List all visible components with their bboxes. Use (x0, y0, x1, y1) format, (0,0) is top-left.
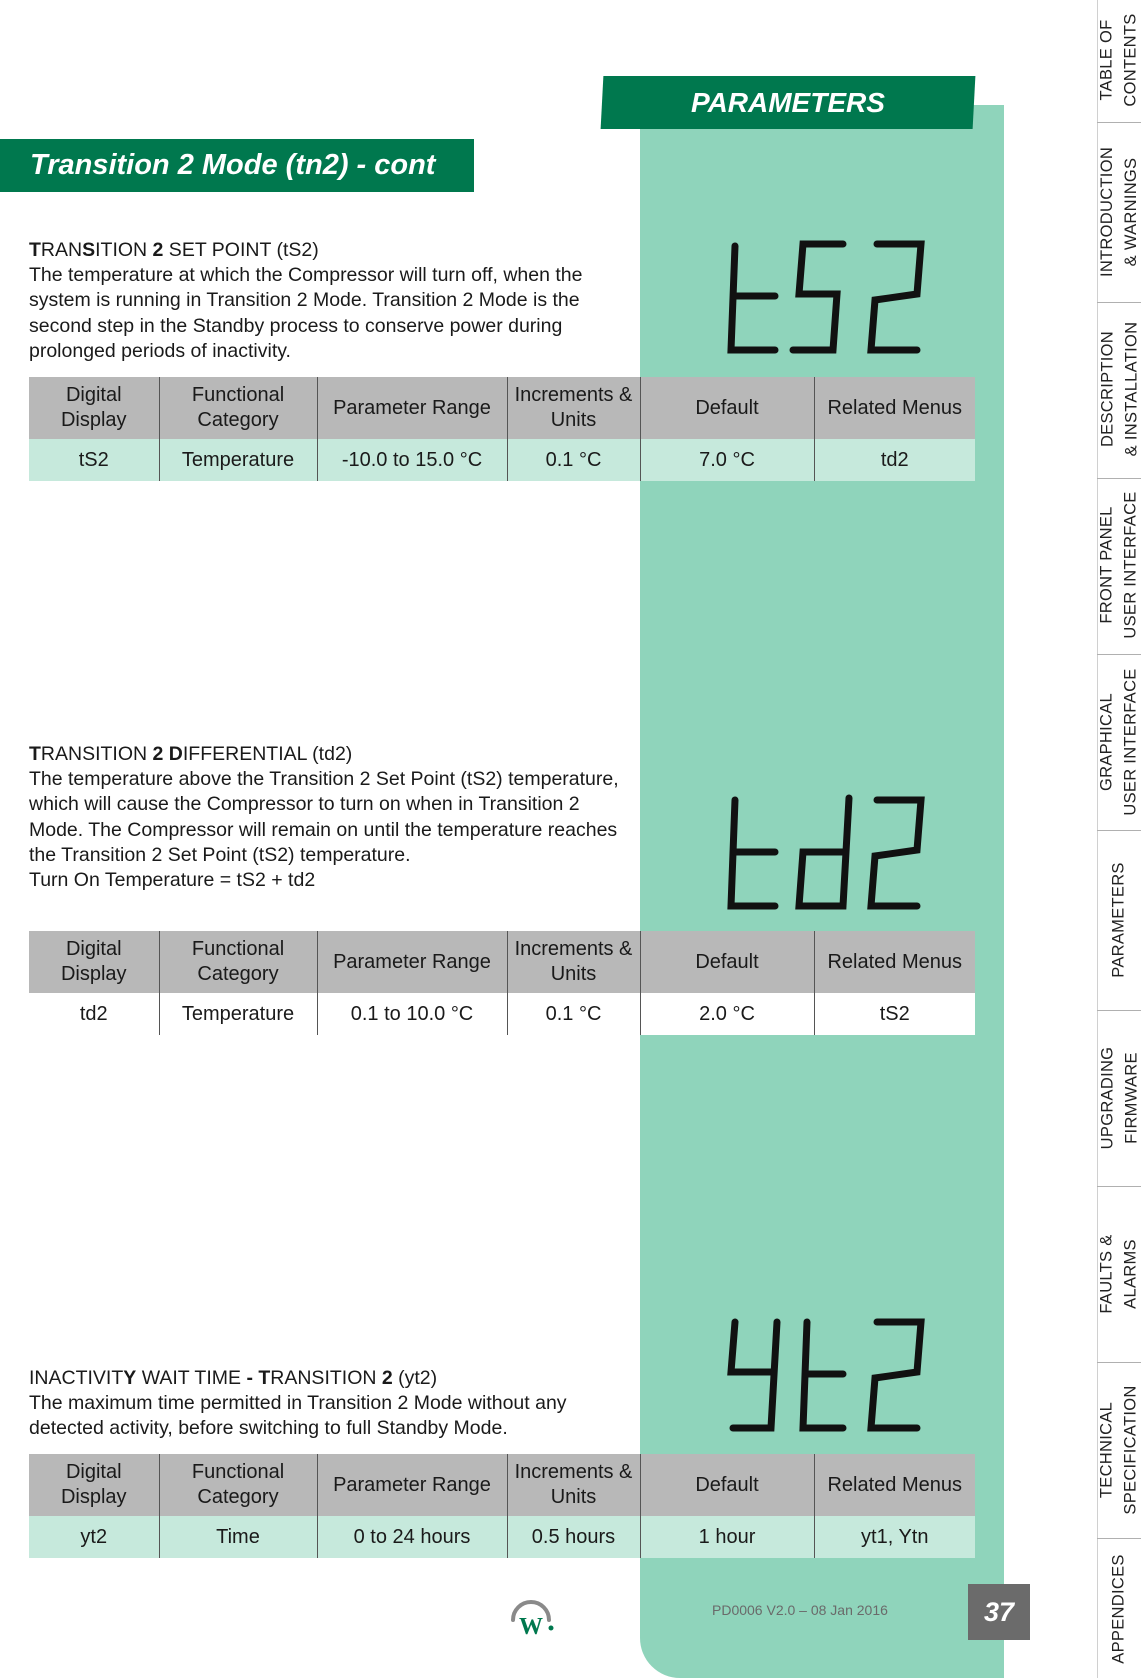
header-increments-units: Increments & Units (507, 377, 640, 439)
side-tab-label: DESCRIPTION & INSTALLATION (1098, 321, 1141, 457)
side-tab-description[interactable] (1097, 304, 1141, 474)
header-default: Default (640, 377, 814, 439)
param-heading: TRANSITION 2 DIFFERENTIAL (td2) (29, 743, 353, 765)
param-table-td2 (29, 931, 975, 1035)
header-increments-units: Increments & Units (507, 931, 640, 993)
cell-range: -10.0 to 15.0 °C (317, 439, 507, 481)
lcd-display-ts2 (725, 238, 935, 360)
header-functional-category: Functional Category (159, 1454, 317, 1516)
header-parameter-range: Parameter Range (317, 931, 507, 993)
side-separator (1097, 830, 1141, 831)
param-heading: TRANSITION 2 SET POINT (tS2) (29, 239, 319, 261)
side-tab-label: TABLE OF CONTENTS (1098, 13, 1140, 107)
header-functional-category: Functional Category (159, 931, 317, 993)
side-tab-label: FAULTS & ALARMS (1098, 1234, 1140, 1314)
side-tab-upgrading[interactable] (1097, 1012, 1141, 1184)
side-tab-label: GRAPHICAL USER INTERFACE (1098, 668, 1141, 816)
cell-display: tS2 (29, 439, 159, 481)
param-table-ts2 (29, 377, 975, 481)
cell-display: td2 (29, 993, 159, 1035)
side-tab-label: APPENDICES (1110, 1554, 1128, 1664)
side-separator (1097, 1362, 1141, 1363)
cell-increments: 0.5 hours (507, 1516, 640, 1558)
cell-increments: 0.1 °C (507, 439, 640, 481)
section-title-banner (0, 139, 474, 192)
side-separator (1097, 478, 1141, 479)
company-logo (505, 1590, 557, 1647)
side-tab-label: INTRODUCTION & WARNINGS (1098, 146, 1140, 278)
cell-increments: 0.1 °C (507, 993, 640, 1035)
header-digital-display: Digital Display (29, 1454, 159, 1516)
document-reference: PD0006 V2.0 – 08 Jan 2016 (712, 1602, 888, 1618)
side-tab-label: UPGRADING FIRMWARE (1098, 1046, 1141, 1150)
logo-letter: W (519, 1614, 543, 1640)
side-tab-label: FRONT PANEL USER INTERFACE (1098, 491, 1141, 639)
param-formula: Turn On Temperature = tS2 + td2 (29, 869, 316, 892)
cell-related: td2 (814, 439, 975, 481)
header-default: Default (640, 931, 814, 993)
header-digital-display: Digital Display (29, 377, 159, 439)
table-row (29, 993, 975, 1035)
param-description: The temperature at which the Compressor will turn off, when the system is running in Transition 2 Mode. Transition 2 Mode is the second step in the Standby process to conserve power during prolonged periods of inactivity. (29, 264, 583, 362)
side-tab-introduction[interactable] (1097, 124, 1141, 300)
side-tab-front-panel[interactable] (1097, 480, 1141, 650)
side-tab-graphical[interactable] (1097, 656, 1141, 828)
cell-display: yt2 (29, 1516, 159, 1558)
header-parameter-range: Parameter Range (317, 1454, 507, 1516)
param-description: The temperature above the Transition 2 Set Point (tS2) temperature, which will cause the Compressor to turn on when in Transition 2 Mode. The Compressor will remain on until the temperature reaches the Transition 2 Set Point (tS2) temperature. (29, 768, 619, 866)
table-row (29, 1516, 975, 1558)
side-tab-label: PARAMETERS (1110, 862, 1128, 978)
side-tab-label: TECHNICAL SPECIFICATION (1098, 1385, 1141, 1515)
cell-range: 0.1 to 10.0 °C (317, 993, 507, 1035)
lcd-display-td2 (725, 794, 935, 916)
table-row (29, 439, 975, 481)
header-increments-units: Increments & Units (507, 1454, 640, 1516)
side-separator (1097, 654, 1141, 655)
side-separator (1097, 1186, 1141, 1187)
cell-related: yt1, Ytn (814, 1516, 975, 1558)
page-number: 37 (968, 1584, 1030, 1640)
parameters-header-label: PARAMETERS (691, 86, 885, 118)
header-parameter-range: Parameter Range (317, 377, 507, 439)
header-related-menus: Related Menus (814, 931, 975, 993)
cell-category: Temperature (159, 993, 317, 1035)
section-title: Transition 2 Mode (tn2) - cont (30, 149, 436, 181)
side-tab-technical[interactable] (1097, 1364, 1141, 1536)
side-separator (1097, 122, 1141, 123)
param-heading: INACTIVITY WAIT TIME - TRANSITION 2 (yt2) (29, 1367, 438, 1389)
side-separator (1097, 302, 1141, 303)
header-default: Default (640, 1454, 814, 1516)
cell-category: Time (159, 1516, 317, 1558)
side-separator (1097, 1010, 1141, 1011)
cell-default: 7.0 °C (640, 439, 814, 481)
cell-related: tS2 (814, 993, 975, 1035)
header-related-menus: Related Menus (814, 377, 975, 439)
param-table-yt2 (29, 1454, 975, 1558)
side-navigation (1097, 0, 1141, 1678)
header-functional-category: Functional Category (159, 377, 317, 439)
side-tab-parameters[interactable] (1097, 832, 1141, 1008)
side-tab-appendices[interactable] (1097, 1540, 1141, 1678)
parameters-header-tab (601, 76, 976, 129)
cell-default: 1 hour (640, 1516, 814, 1558)
side-tab-faults[interactable] (1097, 1188, 1141, 1360)
side-tab-table-of-contents[interactable] (1097, 0, 1141, 120)
cell-range: 0 to 24 hours (317, 1516, 507, 1558)
side-separator (1097, 1538, 1141, 1539)
header-digital-display: Digital Display (29, 931, 159, 993)
lcd-display-yt2 (725, 1316, 935, 1438)
param-description: The maximum time permitted in Transition 2 Mode without any detected activity, before switching to full Standby Mode. (29, 1392, 567, 1440)
cell-category: Temperature (159, 439, 317, 481)
header-related-menus: Related Menus (814, 1454, 975, 1516)
cell-default: 2.0 °C (640, 993, 814, 1035)
